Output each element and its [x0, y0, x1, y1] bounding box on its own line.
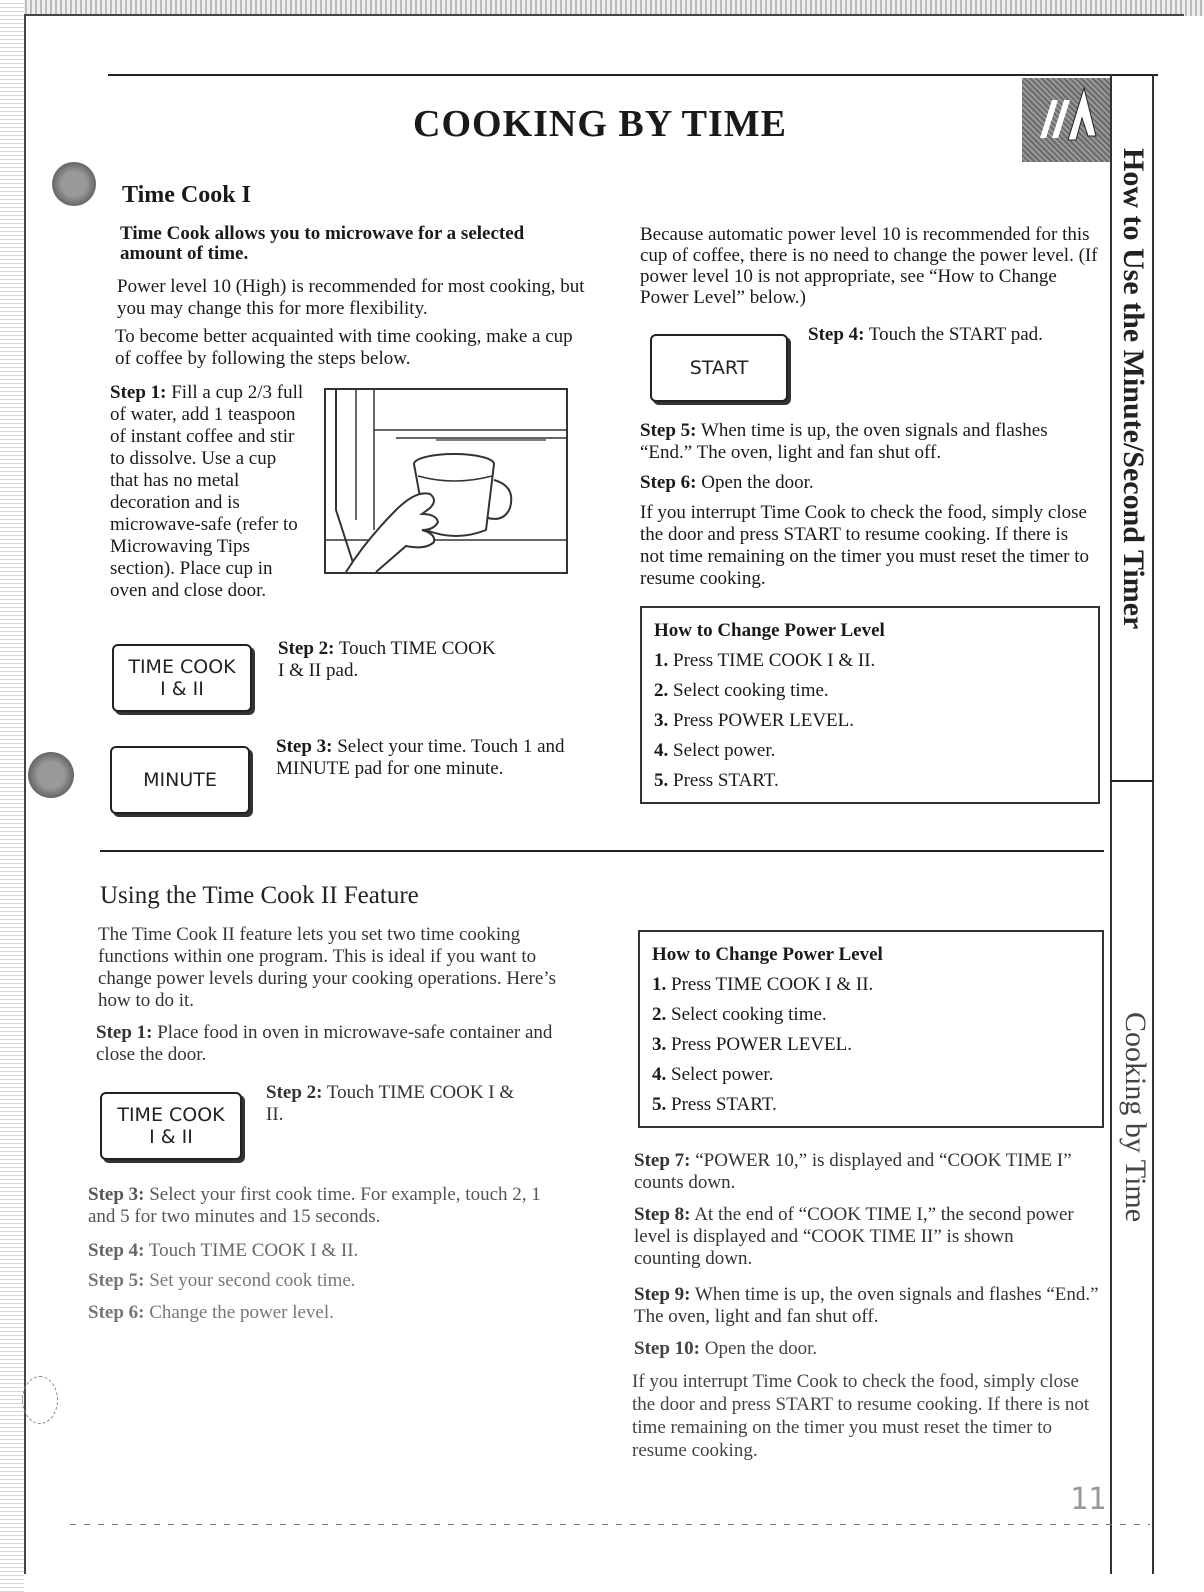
step-text: Fill a cup 2/3 full of water, add 1 teaspoon of instant coffee and stir to dissolve. Use a cup that has no metal decoration and is microwave-safe (refer to Microwaving Tips section). Place cup in oven and close door.	[110, 382, 304, 601]
side-rule-inner	[1110, 74, 1112, 1574]
power-box-item	[652, 1090, 777, 1120]
step-text: Touch TIME COOK I & II.	[148, 1240, 359, 1261]
time-cook-1-step5	[640, 420, 1100, 464]
side-tab-timer[interactable]: How to Use the Minute/Second Timer	[1117, 148, 1150, 630]
step-label: Step 7:	[634, 1150, 691, 1171]
item-num: 4.	[654, 740, 669, 761]
time-cook-1-intro: Time Cook allows you to microwave for a selected amount of time.	[120, 223, 525, 264]
time-cook-2-heading: Using the Time Cook II Feature	[100, 882, 419, 909]
time-cook-pad[interactable]	[112, 644, 252, 712]
item-text: Press START.	[671, 1094, 777, 1115]
page-title: COOKING BY TIME	[413, 103, 787, 145]
item-text: Press TIME COOK I & II.	[671, 974, 874, 995]
time-cook-1-step2	[278, 638, 498, 682]
item-num: 5.	[652, 1094, 667, 1115]
binder-hole-bottom	[22, 1376, 58, 1424]
power-box-title: How to Change Power Level	[654, 620, 885, 641]
section-divider	[100, 850, 1104, 852]
item-text: Press POWER LEVEL.	[673, 710, 855, 731]
step-text: Select your time. Touch 1 and MINUTE pad for one minute.	[276, 736, 565, 779]
item-num: 1.	[652, 974, 667, 995]
page-border-top	[24, 14, 1184, 16]
power-box-title: How to Change Power Level	[652, 944, 883, 965]
start-pad[interactable]	[650, 334, 788, 402]
pad-label-line2: I & II	[160, 678, 204, 700]
power-level-box-1	[640, 606, 1100, 804]
step-label: Step 6:	[88, 1302, 145, 1323]
power-box-item	[654, 706, 854, 736]
item-num: 3.	[654, 710, 669, 731]
time-cook-2-interrupt: If you interrupt Time Cook to check the food, simply close the door and press START to resume cooking. If there is not time remaining on the timer you must reset the timer to resume cooking.	[632, 1371, 1090, 1461]
step-label: Step 2:	[278, 638, 335, 659]
item-text: Press POWER LEVEL.	[671, 1034, 853, 1055]
step-label: Step 10:	[634, 1338, 700, 1359]
pad-label-line1: TIME COOK	[128, 656, 236, 678]
step-label: Step 2:	[266, 1082, 323, 1103]
pad-label-line2: I & II	[149, 1126, 193, 1148]
minute-pad[interactable]	[110, 746, 250, 814]
time-cook-1-para2: To become better acquainted with time cooking, make a cup of coffee by following the steps below.	[115, 326, 573, 369]
coffee-cup-illustration	[324, 388, 568, 574]
pad-label: START	[689, 357, 749, 379]
step-label: Step 4:	[88, 1240, 145, 1261]
time-cook-2-step6	[88, 1302, 548, 1324]
step-text: Open the door.	[704, 1338, 818, 1359]
time-cook-2-step8	[634, 1204, 1084, 1270]
binder-hole-middle	[28, 752, 74, 798]
step-text: Select your first cook time. For example, touch 2, 1 and 5 for two minutes and 15 seconds.	[88, 1184, 541, 1227]
footer-rule	[70, 1524, 1150, 1525]
time-cook-pad-2[interactable]	[100, 1092, 242, 1160]
step-text: When time is up, the oven signals and flashes “End.” The oven, light and fan shut off.	[640, 420, 1048, 463]
time-cook-2-step9	[634, 1284, 1104, 1328]
step-label: Step 5:	[88, 1270, 145, 1291]
time-cook-1-right-para: Because automatic power level 10 is recommended for this cup of coffee, there is no need to change the power level. (If power level 10 is not appropriate, see “How to Change Power Level” below.)	[640, 224, 1098, 308]
side-tab-cooking-by-time[interactable]: Cooking by Time	[1119, 1012, 1152, 1223]
item-text: Press START.	[673, 770, 779, 791]
item-num: 2.	[652, 1004, 667, 1025]
power-box-item	[652, 1060, 773, 1090]
step-text: When time is up, the oven signals and flashes “End.” The oven, light and fan shut off.	[634, 1284, 1099, 1327]
step-label: Step 9:	[634, 1284, 691, 1305]
item-num: 4.	[652, 1064, 667, 1085]
time-cook-2-intro: The Time Cook II feature lets you set two time cooking functions within one program. This is ideal if you want to change power levels during your cooking operations. Here’s how to do it.	[98, 924, 556, 1011]
brand-logo-icon	[1022, 78, 1110, 162]
item-text: Select power.	[671, 1064, 774, 1085]
pad-label-line1: TIME COOK	[117, 1104, 225, 1126]
step-label: Step 3:	[276, 736, 333, 757]
item-num: 2.	[654, 680, 669, 701]
step-text: “POWER 10,” is displayed and “COOK TIME I” counts down.	[634, 1150, 1072, 1193]
power-box-item	[654, 676, 829, 706]
item-text: Select cooking time.	[673, 680, 829, 701]
step-text: Touch TIME COOK I & II pad.	[278, 638, 496, 681]
time-cook-2-step5	[88, 1270, 548, 1292]
step-label: Step 1:	[110, 382, 167, 403]
step-label: Step 4:	[808, 324, 865, 345]
time-cook-2-step3	[88, 1184, 548, 1228]
scan-edge-left	[0, 0, 24, 1592]
side-tab-divider	[1110, 780, 1154, 782]
step-label: Step 3:	[88, 1184, 145, 1205]
time-cook-2-step4	[88, 1240, 548, 1262]
page-border-left	[24, 14, 26, 1574]
time-cook-2-step1	[96, 1022, 566, 1066]
item-text: Select power.	[673, 740, 776, 761]
power-box-item	[654, 646, 875, 676]
time-cook-2-step10	[634, 1338, 1084, 1360]
step-text: Touch the START pad.	[868, 324, 1043, 345]
side-rule-outer	[1152, 74, 1154, 1574]
header-rule	[108, 74, 1158, 76]
step-label: Step 1:	[96, 1022, 153, 1043]
time-cook-1-step3	[276, 736, 576, 780]
step-text: At the end of “COOK TIME I,” the second power level is displayed and “COOK TIME II” is shown counting down.	[634, 1204, 1074, 1269]
time-cook-1-step4	[808, 324, 1098, 346]
step-text: Touch TIME COOK I & II.	[266, 1082, 515, 1125]
step-text: Change the power level.	[149, 1302, 334, 1323]
power-box-item	[652, 1000, 827, 1030]
time-cook-1-heading: Time Cook I	[122, 182, 251, 208]
item-num: 5.	[654, 770, 669, 791]
power-box-item	[654, 736, 775, 766]
time-cook-1-para1: Power level 10 (High) is recommended for most cooking, but you may change this for more flexibility.	[117, 276, 585, 319]
power-box-item	[654, 766, 779, 796]
item-text: Select cooking time.	[671, 1004, 827, 1025]
power-box-item	[652, 1030, 852, 1060]
power-level-box-2	[638, 930, 1104, 1128]
time-cook-2-step7	[634, 1150, 1084, 1194]
step-label: Step 8:	[634, 1204, 691, 1225]
step-label: Step 5:	[640, 420, 697, 441]
step-text: Place food in oven in microwave-safe container and close the door.	[96, 1022, 553, 1065]
item-text: Press TIME COOK I & II.	[673, 650, 876, 671]
step-text: Open the door.	[701, 472, 814, 493]
item-num: 3.	[652, 1034, 667, 1055]
time-cook-1-interrupt: If you interrupt Time Cook to check the food, simply close the door and press START to resume cooking. If there is not time remaining on the timer you must reset the timer to resume cooking.	[640, 502, 1090, 589]
step-text: Set your second cook time.	[149, 1270, 356, 1291]
page-number: 11	[1070, 1482, 1107, 1517]
power-box-item	[652, 970, 873, 1000]
time-cook-1-step6	[640, 472, 1100, 494]
binder-hole-top	[52, 162, 96, 206]
pad-label: MINUTE	[143, 769, 217, 791]
time-cook-1-step1	[110, 382, 306, 602]
item-num: 1.	[654, 650, 669, 671]
step-label: Step 6:	[640, 472, 697, 493]
time-cook-2-step2	[266, 1082, 526, 1126]
